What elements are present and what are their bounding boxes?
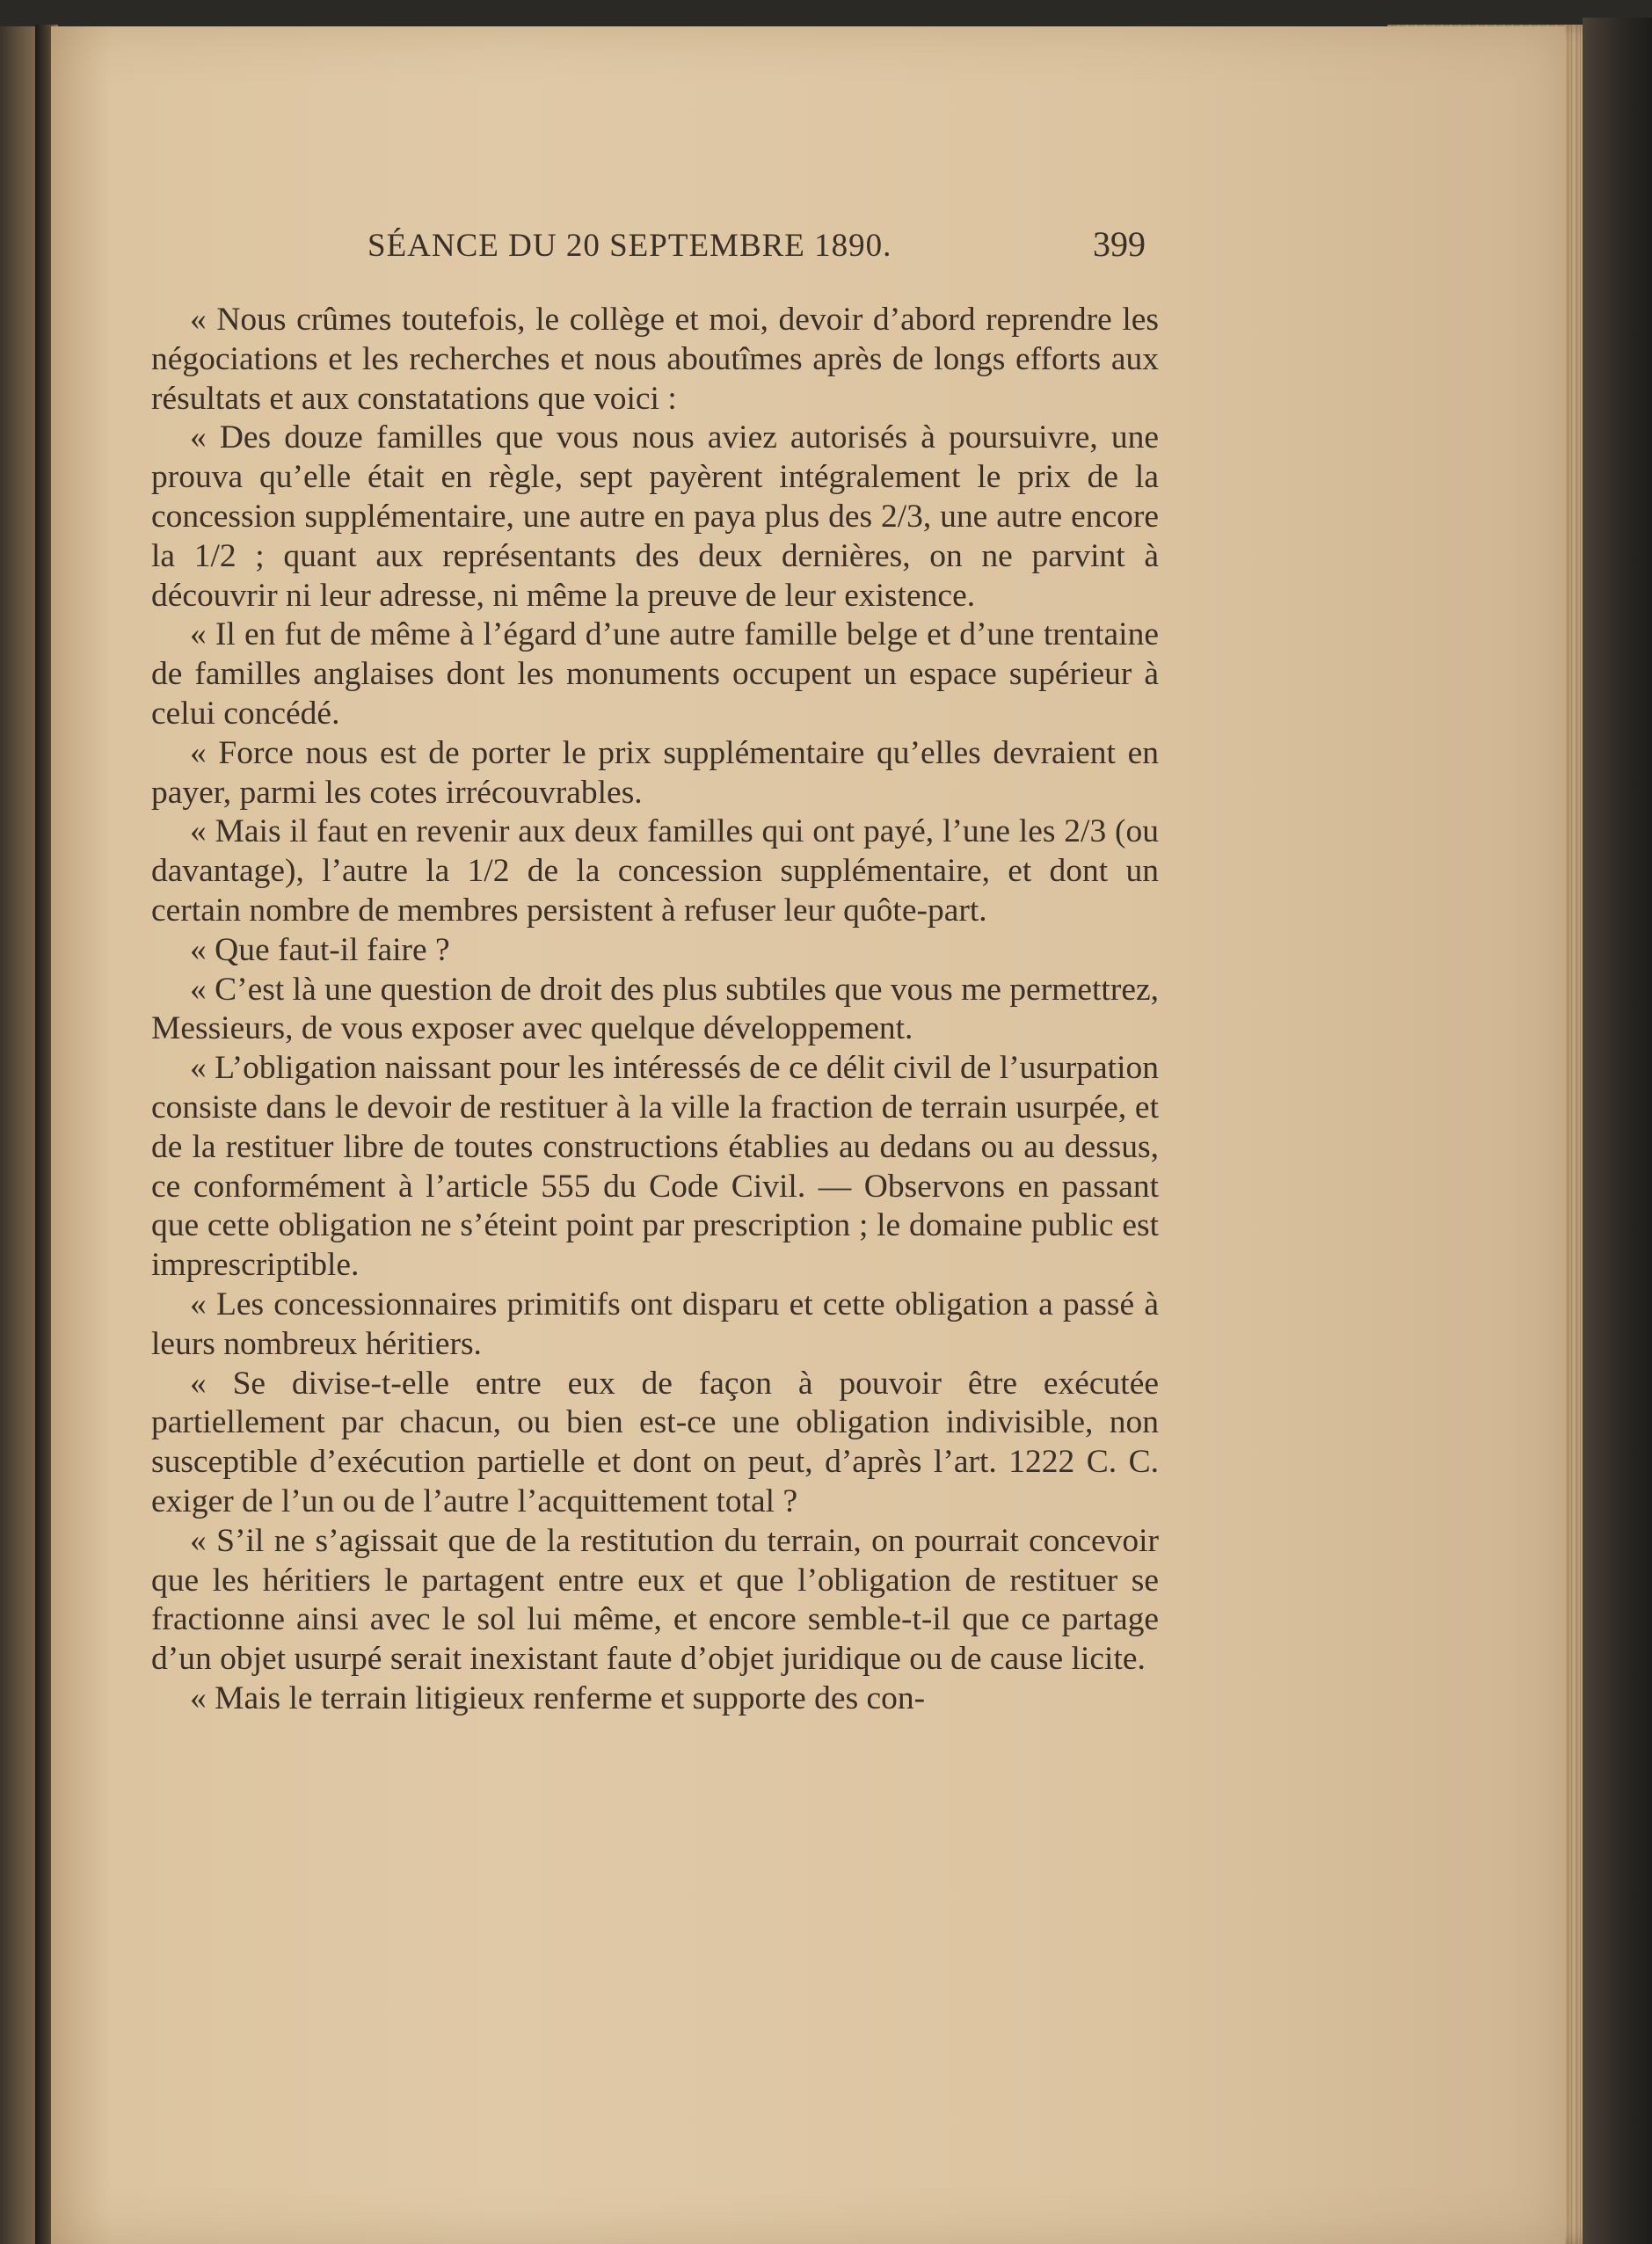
body-text <box>151 301 1159 1719</box>
paragraph: « C’est là une question de droit des plus subtiles que vous me permettrez, Messieurs, de vous exposer avec quelque développement. <box>151 971 1159 1047</box>
page-number: 399 <box>1093 224 1146 264</box>
paragraph: « Que faut-il faire ? <box>190 931 450 968</box>
paragraph: « S’il ne s’agissait que de la restitution du terrain, on pourrait concevoir que les héritiers le partagent entre eux et que l’obligation de restituer se fractionne ainsi avec le sol lui même, et encore semble-t-il que ce partage d’un objet usurpé serait inexistant faute d’objet juridique ou de cause licite. <box>151 1522 1159 1678</box>
paragraph: « Mais il faut en revenir aux deux familles qui ont payé, l’une les 2/3 (ou davantage), l’autre la 1/2 de la concession supplémentaire, et dont un certain nombre de membres persistent à refuser leur quôte-part. <box>151 813 1159 929</box>
paragraph: « Il en fut de même à l’égard d’une autre famille belge et d’une trentaine de familles anglaises dont les monuments occupent un espace supérieur à celui concédé. <box>151 616 1159 732</box>
paragraph: « Mais le terrain litigieux renferme et supporte des con- <box>190 1679 926 1716</box>
paragraph: « L’obligation naissant pour les intéressés de ce délit civil de l’usurpation consiste dans le devoir de restituer à la ville la fraction de terrain usurpée, et de la restituer libre de toutes constructions établies au dedans ou au dessus, ce conformément à l’article 555 du Code Civil. — Observons en passant que cette obligation ne s’éteint point par prescription ; le domaine public est imprescriptible. <box>151 1050 1159 1284</box>
book-cover-edge <box>1583 18 1652 2244</box>
paragraph: « Nous crûmes toutefois, le collège et moi, devoir d’abord reprendre les négociations et les recherches et nous aboutîmes après de longs efforts aux résultats et aux constatations que voici : <box>151 302 1159 417</box>
running-title: SÉANCE DU 20 SEPTEMBRE 1890. <box>368 228 892 264</box>
paragraph: « Se divise-t-elle entre eux de façon à pouvoir être exécutée partiellement par chacun, ou bien est-ce une obligation indivisible, non susceptible d’exécution partielle et dont on peut, d’après l’art. 1222 C. C. exiger de l’un ou de l’autre l’acquittement total ? <box>151 1365 1159 1519</box>
paragraph: « Force nous est de porter le prix supplémentaire qu’elles devraient en payer, parmi les cotes irrécouvrables. <box>151 734 1159 811</box>
paragraph: « Des douze familles que vous nous aviez autorisés à poursuivre, une prouva qu’elle était en règle, sept payèrent intégralement le prix de la concession supplémentaire, une autre en paya plus des 2/3, une autre encore la 1/2 ; quant aux représentants des deux dernières, on ne parvint à découvrir ni leur adresse, ni même la preuve de leur existence. <box>151 419 1159 614</box>
paragraph: « Les concessionnaires primitifs ont disparu et cette obligation a passé à leurs nombreux héritiers. <box>151 1286 1159 1362</box>
